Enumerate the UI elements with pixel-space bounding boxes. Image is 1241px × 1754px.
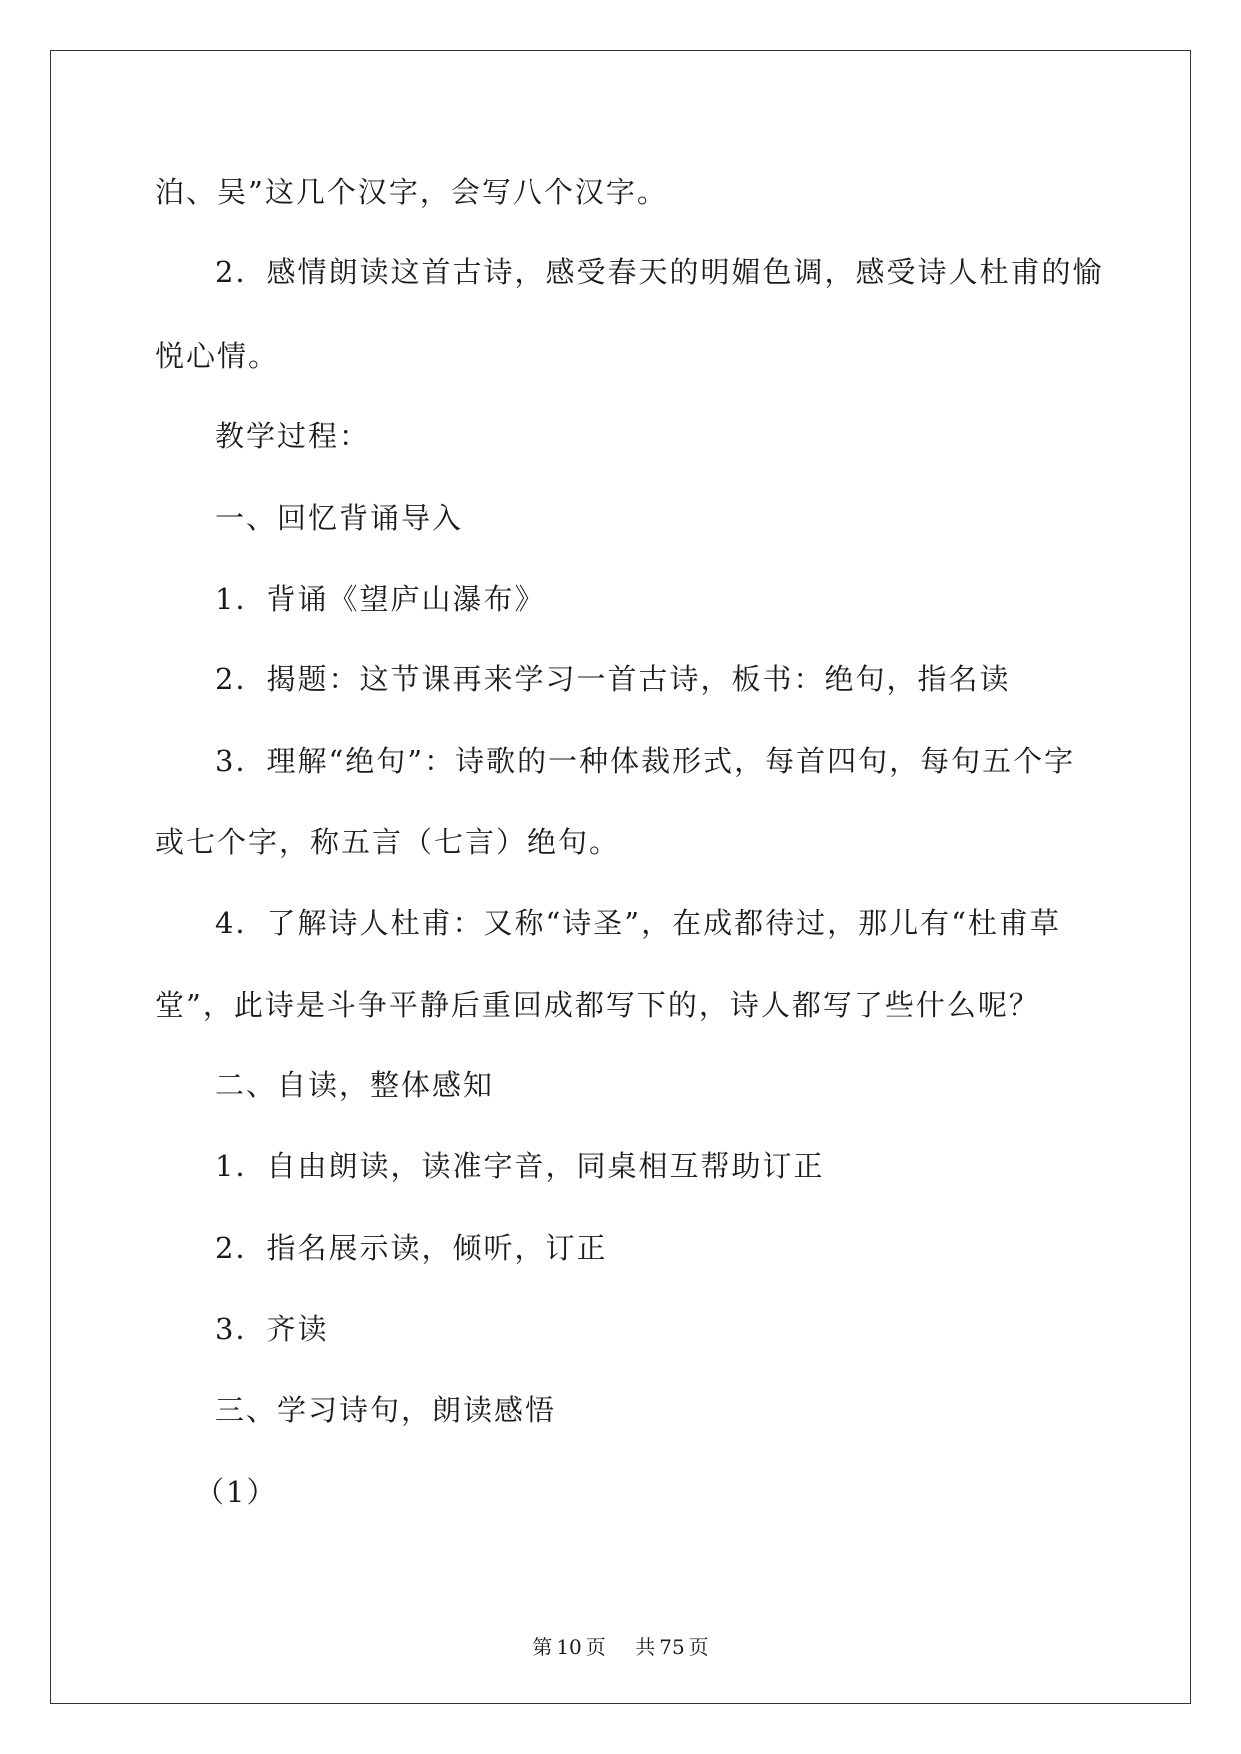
text-line: 堂”，此诗是斗争平静后重回成都写下的，诗人都写了些什么呢？ [155, 988, 1040, 1022]
text-line: （1） [195, 1475, 278, 1509]
page-border [50, 50, 1191, 1704]
text-line: 2．指名展示读，倾听，订正 [215, 1231, 608, 1265]
total-prefix: 共 [635, 1635, 656, 1659]
page-number: 10 [556, 1635, 582, 1659]
text-line: 2．揭题：这节课再来学习一首古诗，板书：绝句，指名读 [215, 662, 1011, 696]
text-line: 或七个字，称五言（七言）绝句。 [155, 825, 621, 859]
total-pages: 75 [659, 1635, 685, 1659]
text-line: 2．感情朗读这首古诗，感受春天的明媚色调，感受诗人杜甫的愉 [215, 255, 1104, 289]
section-heading: 二、自读，整体感知 [215, 1068, 495, 1102]
section-heading: 三、学习诗句，朗读感悟 [215, 1393, 557, 1427]
page-suffix: 页 [585, 1635, 606, 1659]
text-line: 4．了解诗人杜甫：又称“诗圣”，在成都待过，那儿有“杜甫草 [215, 906, 1061, 940]
text-line: 悦心情。 [155, 339, 280, 373]
section-heading: 一、回忆背诵导入 [215, 501, 464, 535]
text-line: 1．背诵《望庐山瀑布》 [215, 582, 546, 616]
section-heading: 教学过程： [215, 419, 371, 453]
text-line: 3．齐读 [215, 1312, 329, 1346]
page-footer [0, 1632, 1241, 1662]
text-line: 泊、吴”这几个汉字，会写八个汉字。 [155, 175, 668, 209]
text-line: 3．理解“绝句”：诗歌的一种体裁形式，每首四句，每句五个字 [215, 744, 1076, 778]
text-line: 1．自由朗读，读准字音，同桌相互帮助订正 [215, 1149, 825, 1183]
total-suffix: 页 [688, 1635, 709, 1659]
page-prefix: 第 [532, 1635, 553, 1659]
